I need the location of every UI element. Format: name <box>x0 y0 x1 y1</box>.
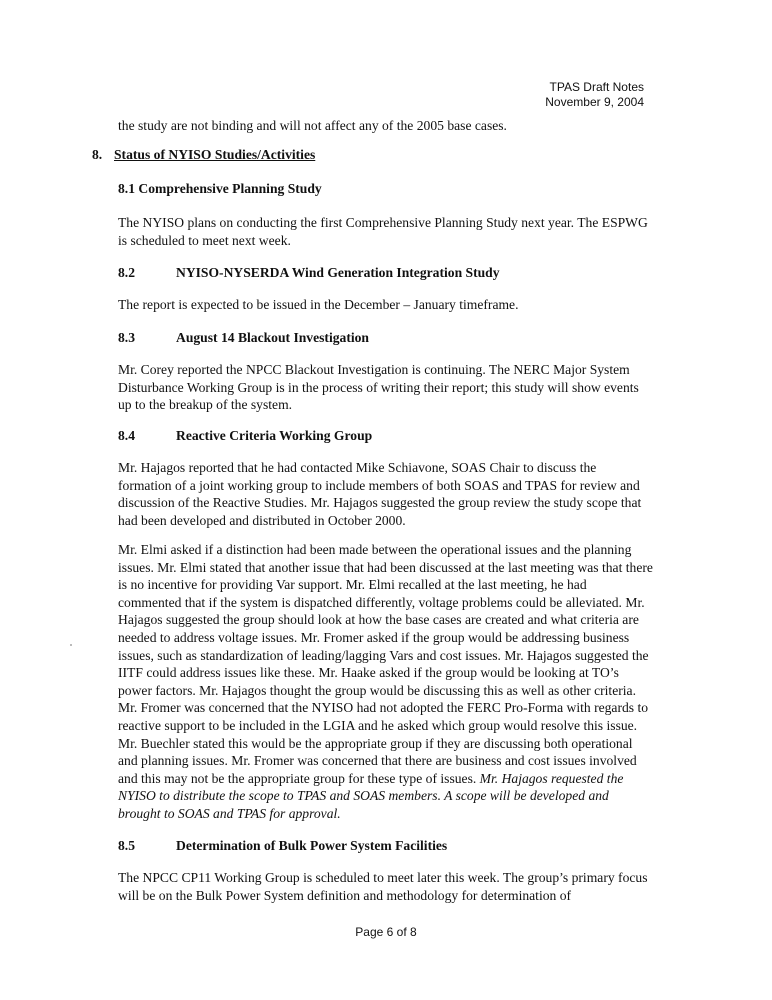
section-title: August 14 Blackout Investigation <box>176 330 369 345</box>
section-number: 8.3 <box>118 330 135 345</box>
section-8-4-paragraph-1: Mr. Hajagos reported that he had contacted Mike Schiavone, SOAS Chair to discuss the formation of a joint working group to include members of both SOAS and TPAS for review and discussion of the Reactive Studies. Mr. Hajagos suggested the group review the study scope that had been developed and distributed in October 2000. <box>118 460 642 528</box>
discussion-text: Mr. Elmi asked if a distinction had been made between the operational issues and the planning issues. Mr. Elmi stated that another issue that had been discussed at the last meeting was that there is no incentive for providing Var support. Mr. Elmi recalled at the last meeting, he had commented that if the system is dispatched differently, voltage problems could be alleviated. Mr. Hajagos suggested the group should look at how the base cases are created and what criteria are needed to address voltage issues. Mr. Fromer asked if the group would be addressing business issues, such as standardization of leading/lagging Vars and cost issues. Mr. Hajagos suggested the IITF could address issues like these. Mr. Haake asked if the group would be looking at TO’s power factors. Mr. Hajagos thought the group would be discussing this as well as other criteria. Mr. Fromer was concerned that the NYISO had not adopted the FERC Pro-Forma with regards to reactive support to be included in the LGIA and he asked which group would resolve this issue. Mr. Buechler stated this would be the appropriate group if they are discussing both operational and planning issues. Mr. Fromer was concerned that there are business and cost issues involved and this may not be the appropriate group for these type of issues. <box>118 542 653 786</box>
section-title: Determination of Bulk Power System Facilities <box>176 838 448 853</box>
header-date: November 9, 2004 <box>545 95 644 109</box>
section-number: 8.5 <box>118 838 135 853</box>
scan-speck <box>70 644 72 646</box>
section-number: 8.1 <box>118 181 135 196</box>
section-title: Status of NYISO Studies/Activities <box>114 147 316 162</box>
header-title: TPAS Draft Notes <box>549 80 644 94</box>
section-title: Comprehensive Planning Study <box>138 181 322 196</box>
section-8-1-heading <box>118 181 322 197</box>
action-item-text: Mr. Hajagos requested the NYISO to distribute the scope to TPAS and SOAS members. A scope will be developed and brought to SOAS and TPAS for approval. <box>118 770 624 821</box>
section-title: Reactive Criteria Working Group <box>176 428 373 443</box>
page-header <box>545 80 644 110</box>
section-title: NYISO-NYSERDA Wind Generation Integration Study <box>176 265 500 280</box>
section-8-5-heading <box>118 838 447 854</box>
section-number: 8.4 <box>118 428 135 443</box>
section-8-2-paragraph: The report is expected to be issued in the December – January timeframe. <box>118 297 519 312</box>
section-8-3-paragraph: Mr. Corey reported the NPCC Blackout Investigation is continuing. The NERC Major System Disturbance Working Group is in the process of writing their report; this study will show events up to the breakup of the system. <box>118 362 639 413</box>
section-8-3-heading <box>118 330 369 346</box>
intro-paragraph: the study are not binding and will not affect any of the 2005 base cases. <box>118 118 507 133</box>
page-footer <box>0 925 772 939</box>
section-8-4-paragraph-2 <box>118 541 653 823</box>
section-8-5-paragraph: The NPCC CP11 Working Group is scheduled to meet later this week. The group’s primary focus will be on the Bulk Power System definition and methodology for determination of <box>118 870 648 903</box>
section-8-4-heading <box>118 428 372 444</box>
section-number: 8.2 <box>118 265 135 280</box>
section-8-2-heading <box>118 265 500 281</box>
section-number: 8. <box>92 147 103 162</box>
section-8-heading <box>92 147 315 163</box>
section-8-1-paragraph: The NYISO plans on conducting the first Comprehensive Planning Study next year. The ESPWG is scheduled to meet next week. <box>118 215 648 248</box>
page-number: Page 6 of 8 <box>355 925 417 939</box>
